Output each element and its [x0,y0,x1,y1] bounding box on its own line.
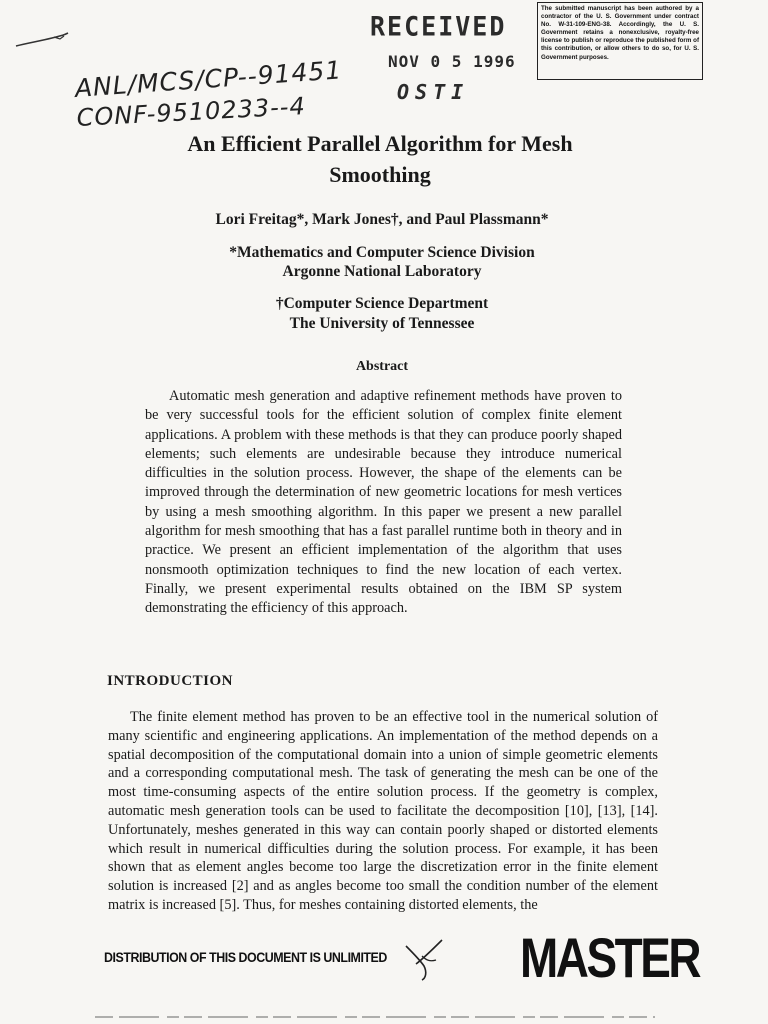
handwritten-initials-mark [400,936,450,982]
introduction-body: The finite element method has proven to be an effective tool in the numerical solution of many scientific and engineering applications. An implementation of the method depends on a spatial decomposition of the computational domain into a union of simple geometric elements and a corresponding computational mesh. The task of generating the mesh can be one of the most time-consuming aspects of the entire solution process. If the geometry is complex, automatic mesh generation tools can be used to facilitate the decomposition [10], [13], [14]. Unfortunately, meshes generated in this way can contain poorly shaped or distorted elements which result in numerical difficulties during the solution process. For example, it has been shown that as element angles become too large the discretization error in the finite element solution is increased [2] and as angles become too small the condition number of the element matrix is increased [5]. Thus, for meshes containing distorted elements, the [108,709,658,913]
abstract-body: Automatic mesh generation and adaptive refinement methods have proven to be very successful tools for the efficient solution of complex finite element applications. A problem with these methods is that they can produce poorly shaped elements; such elements are undesirable because they introduce numerical difficulties in the solution process. However, the shape of the elements can be improved through the determination of new geometric locations for mesh vertices by using a mesh smoothing algorithm. In this paper we present a new parallel algorithm for mesh smoothing that has a fast parallel runtime both in theory and in practice. We present an efficient implementation of the algorithm that uses nonsmooth optimization techniques to find the new location of each vertex. Finally, we present experimental results obtained on the IBM SP system demonstrating the efficiency of this approach. [145,388,622,617]
bottom-dashed-rule [95,1014,655,1020]
received-date-stamp: NOV 0 5 1996 [388,52,516,71]
affiliation-1-lab: Argonne National Laboratory [282,263,482,280]
osti-stamp: OSTI [397,80,470,104]
paper-title-line-2: Smoothing [329,162,431,187]
received-stamp: RECEIVED [370,11,507,42]
handwritten-conf-number: CONF-9510233--4 [76,92,307,132]
affiliation-2-university: The University of Tennessee [289,315,475,332]
paper-title [0,128,760,190]
pen-scribble-mark [14,30,70,50]
paper-title-line-1: An Efficient Parallel Algorithm for Mesh [187,131,573,156]
master-stamp: MASTER [520,926,700,989]
affiliation-2-department: †Computer Science Department [275,295,489,312]
government-notice-box: The submitted manuscript has been authored by a contractor of the U. S. Government under contract No. W-31-109-ENG-38. Accordingly, the U. S. Government retains a nonexclusive, royalty-free license to publish or reproduce the published form of this contribution, or allow others to do so, for U. S. Government purposes. [537,2,703,80]
paper-authors: Lori Freitag*, Mark Jones†, and Paul Plassmann* [215,211,549,228]
handwritten-report-number: ANL/MCS/CP--91451 [74,55,344,103]
introduction-heading: INTRODUCTION [107,673,234,689]
abstract-heading: Abstract [355,359,409,374]
affiliation-1-division: *Mathematics and Computer Science Division [229,244,535,261]
distribution-statement: DISTRIBUTION OF THIS DOCUMENT IS UNLIMITED [104,950,387,965]
